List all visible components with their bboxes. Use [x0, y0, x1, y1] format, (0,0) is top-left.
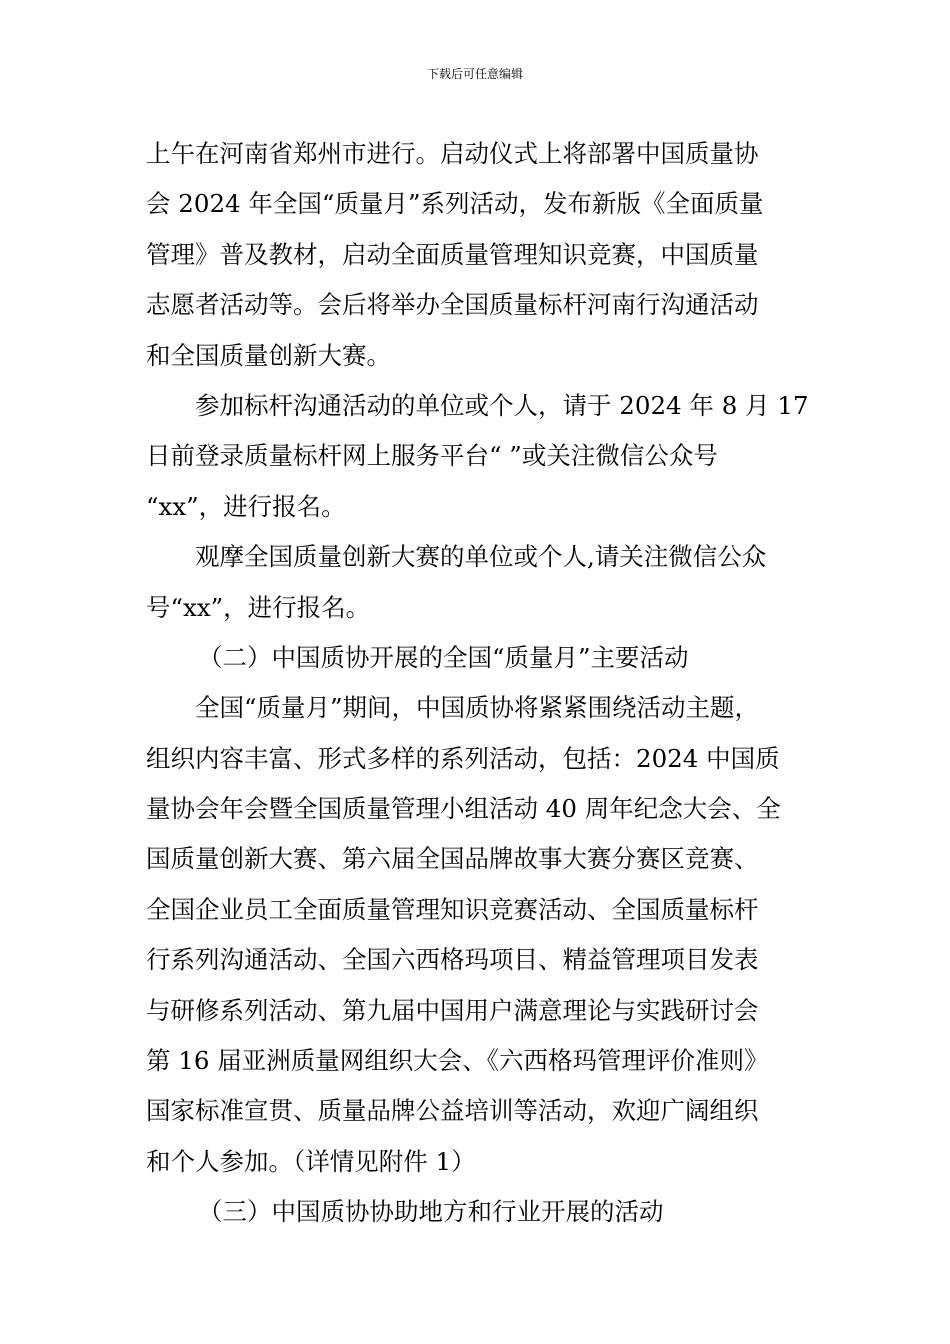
text-line: 国质量创新大赛、第六届全国品牌故事大赛分赛区竞赛、 — [146, 844, 759, 874]
paragraph — [146, 683, 826, 1187]
text-line: 全国“质量月”期间，中国质协将紧紧围绕活动主题， — [195, 693, 760, 723]
text-line: 和全国质量创新大赛。 — [146, 340, 391, 370]
text-line: 第 16 届亚洲质量网组织大会、《六西格玛管理评价准则》 — [146, 1046, 769, 1076]
section-heading — [146, 1187, 826, 1237]
text-line: 参加标杆沟通活动的单位或个人，请于 2024 年 8 月 17 — [195, 390, 809, 420]
section-heading-text: （二）中国质协开展的全国“质量月”主要活动 — [198, 642, 689, 672]
text-line: 管理》普及教材，启动全面质量管理知识竞赛，中国质量 — [146, 239, 759, 269]
text-line: 行系列沟通活动、全国六西格玛项目、精益管理项目发表 — [146, 945, 759, 975]
text-line: 全国企业员工全面质量管理知识竞赛活动、全国质量标杆 — [146, 894, 759, 924]
text-line: 会 2024 年全国“质量月”系列活动，发布新版《全面质量 — [146, 189, 764, 219]
text-line: 量协会年会暨全国质量管理小组活动 40 周年纪念大会、全 — [146, 794, 781, 824]
text-line: 和个人参加。（详情见附件 1） — [146, 1146, 476, 1176]
text-line: 志愿者活动等。会后将举办全国质量标杆河南行沟通活动 — [146, 290, 759, 320]
text-line: 组织内容丰富、形式多样的系列活动，包括：2024 中国质 — [146, 743, 780, 773]
text-line: 观摩全国质量创新大赛的单位或个人,请关注微信公众 — [195, 542, 767, 572]
page-header: 下载后可任意编辑 — [426, 67, 523, 81]
text-line: 上午在河南省郑州市进行。启动仪式上将部署中国质量协 — [146, 139, 759, 168]
paragraph — [146, 129, 826, 381]
text-line: “xx”，进行报名。 — [146, 491, 346, 521]
paragraph — [146, 381, 826, 532]
text-line: 国家标准宣贯、质量品牌公益培训等活动，欢迎广阔组织 — [146, 1096, 759, 1126]
text-line: 号“xx”，进行报名。 — [146, 592, 371, 622]
text-line: 日前登录质量标杆网上服务平台“ ”或关注微信公众号 — [146, 441, 718, 471]
text-line: 与研修系列活动、第九届中国用户满意理论与实践研讨会 — [146, 995, 759, 1025]
document-body — [146, 129, 826, 1238]
paragraph — [146, 532, 826, 633]
section-heading — [146, 633, 826, 683]
section-heading-text: （三）中国质协协助地方和行业开展的活动 — [198, 1197, 664, 1227]
